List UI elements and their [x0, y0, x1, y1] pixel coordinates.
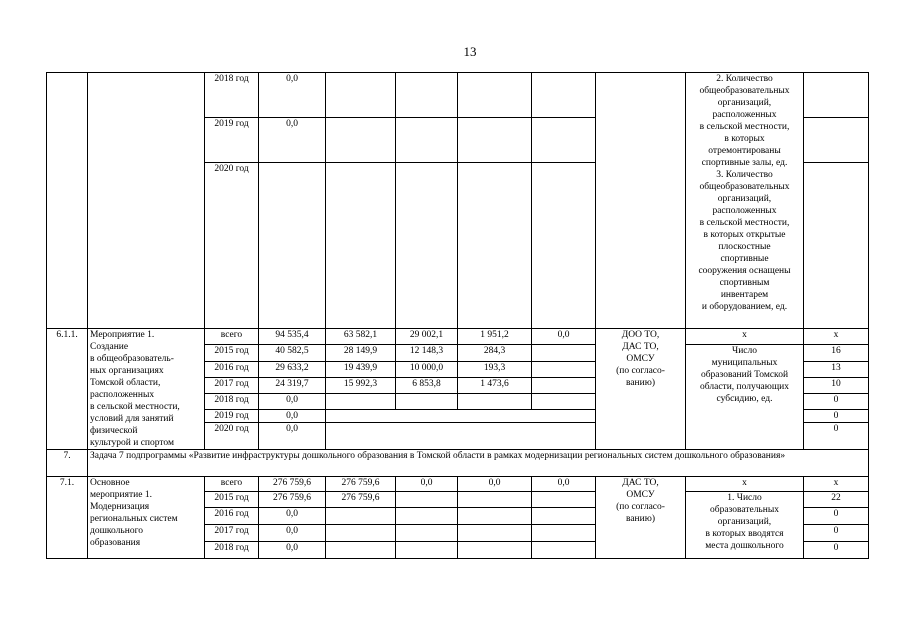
extra-cell: 0,0	[532, 477, 596, 492]
local-cell	[458, 394, 532, 410]
regional-cell	[396, 525, 458, 542]
total-cell: 24 319,7	[259, 378, 326, 394]
program-table	[46, 72, 869, 559]
indicator-value-cell	[804, 163, 869, 329]
indicator-cell: Число муниципальных образований Томской области, получающих субсидию, ед.	[686, 345, 804, 450]
number-cell: 7.	[47, 450, 88, 477]
year-cell: 2015 год	[205, 345, 259, 362]
number-cell	[47, 73, 88, 329]
indicator-value-cell: 0	[804, 508, 869, 525]
indicator-cell: 1. Число образовательных организаций, в которых вводятся места дошкольного	[686, 492, 804, 559]
local-cell	[458, 73, 532, 118]
extra-cell	[532, 525, 596, 542]
federal-cell	[326, 542, 396, 559]
indicator-value-cell: 0	[804, 394, 869, 410]
task-heading: Задача 7 подпрограммы «Развитие инфраструктуры дошкольного образования в Томской области в рамках модернизации региональных систем дошкольного образования»	[88, 450, 869, 477]
regional-cell	[396, 394, 458, 410]
extra-cell	[532, 378, 596, 394]
extra-cell	[532, 73, 596, 118]
regional-cell	[396, 73, 458, 118]
total-cell: 0,0	[259, 542, 326, 559]
year-cell: 2016 год	[205, 362, 259, 378]
year-cell: 2018 год	[205, 394, 259, 410]
year-cell: 2020 год	[205, 163, 259, 329]
federal-cell: 276 759,6	[326, 477, 396, 492]
indicator-value-cell: 10	[804, 378, 869, 394]
extra-cell	[532, 492, 596, 508]
local-cell	[458, 492, 532, 508]
measure-name-cell: Мероприятие 1. Создание в общеобразователь- ных организациях Томской области, расположенных в сельской местности, условий для занятий физической культурой и спортом	[88, 329, 205, 450]
total-cell: 0,0	[259, 118, 326, 163]
regional-cell: 0,0	[396, 477, 458, 492]
federal-cell	[326, 73, 396, 118]
total-cell: 29 633,2	[259, 362, 326, 378]
local-cell: 284,3	[458, 345, 532, 362]
federal-cell: 63 582,1	[326, 329, 396, 345]
year-cell: 2017 год	[205, 378, 259, 394]
local-cell: 0,0	[458, 477, 532, 492]
indicator-value-cell	[804, 73, 869, 118]
number-cell: 6.1.1.	[47, 329, 88, 450]
number-cell: 7.1.	[47, 477, 88, 559]
regional-cell	[396, 163, 458, 329]
table-row	[47, 73, 869, 118]
indicator-cell: х	[686, 477, 804, 492]
indicator-value-cell: х	[804, 477, 869, 492]
extra-cell	[532, 118, 596, 163]
table-row	[47, 329, 869, 345]
year-cell: 2019 год	[205, 410, 259, 423]
indicator-value-cell: 0	[804, 423, 869, 450]
total-cell: 0,0	[259, 423, 326, 450]
local-cell: 193,3	[458, 362, 532, 378]
indicator-value-cell: х	[804, 329, 869, 345]
extra-cell	[532, 362, 596, 378]
federal-cell	[326, 508, 396, 525]
federal-cell: 28 149,9	[326, 345, 396, 362]
total-cell: 0,0	[259, 73, 326, 118]
executor-cell	[596, 73, 686, 329]
extra-cell	[532, 394, 596, 410]
federal-cell	[326, 163, 396, 329]
total-cell: 0,0	[259, 508, 326, 525]
total-cell: 0,0	[259, 525, 326, 542]
extra-cell	[532, 163, 596, 329]
extra-cell: 0,0	[532, 329, 596, 345]
total-cell: 40 582,5	[259, 345, 326, 362]
extra-cell	[532, 508, 596, 525]
federal-cell	[326, 118, 396, 163]
federal-cell	[326, 394, 396, 410]
year-cell: 2018 год	[205, 542, 259, 559]
indicator-value-cell: 0	[804, 410, 869, 423]
local-cell	[458, 163, 532, 329]
table-row	[47, 477, 869, 492]
total-cell: 0,0	[259, 410, 326, 423]
regional-cell	[396, 492, 458, 508]
local-cell: 1 473,6	[458, 378, 532, 394]
local-cell	[458, 525, 532, 542]
extra-cell	[532, 345, 596, 362]
total-cell: 276 759,6	[259, 477, 326, 492]
regional-cell: 29 002,1	[396, 329, 458, 345]
federal-cell	[326, 525, 396, 542]
regional-cell: 12 148,3	[396, 345, 458, 362]
local-cell: 1 951,2	[458, 329, 532, 345]
executor-cell: ДОО ТО, ДАС ТО, ОМСУ (по согласо- ванию)	[596, 329, 686, 450]
executor-cell: ДАС ТО, ОМСУ (по согласо- ванию)	[596, 477, 686, 559]
year-cell: 2018 год	[205, 73, 259, 118]
year-cell: 2017 год	[205, 525, 259, 542]
local-cell	[458, 542, 532, 559]
year-cell: 2016 год	[205, 508, 259, 525]
local-cell	[458, 118, 532, 163]
year-cell: всего	[205, 329, 259, 345]
regional-cell	[396, 118, 458, 163]
regional-cell: 6 853,8	[396, 378, 458, 394]
total-cell: 94 535,4	[259, 329, 326, 345]
federal-cell: 276 759,6	[326, 492, 396, 508]
regional-cell: 10 000,0	[396, 362, 458, 378]
indicator-cell: 2. Количество общеобразовательных организаций, расположенных в сельской местности, в которых отремонтированы спортивные залы, ед. 3. Количество общеобразовательных организаций, расположенных в сельской местности, в которых открытые плоскостные спортивные сооружения оснащены спортивным инвентарем и оборудованием, ед.	[686, 73, 804, 329]
local-cell	[458, 508, 532, 525]
regional-cell	[396, 542, 458, 559]
indicator-value-cell	[804, 118, 869, 163]
indicator-value-cell: 0	[804, 542, 869, 559]
indicator-value-cell: 0	[804, 525, 869, 542]
total-cell	[259, 163, 326, 329]
table-row	[47, 450, 869, 477]
federal-cell: 19 439,9	[326, 362, 396, 378]
empty-cell	[326, 423, 596, 450]
year-cell: 2015 год	[205, 492, 259, 508]
regional-cell	[396, 508, 458, 525]
measure-name-cell: Основное мероприятие 1. Модернизация региональных систем дошкольного образования	[88, 477, 205, 559]
total-cell: 0,0	[259, 394, 326, 410]
page-number: 13	[463, 44, 477, 59]
measure-name-cell	[88, 73, 205, 329]
federal-cell: 15 992,3	[326, 378, 396, 394]
year-cell: 2020 год	[205, 423, 259, 450]
total-cell: 276 759,6	[259, 492, 326, 508]
year-cell: 2019 год	[205, 118, 259, 163]
empty-cell	[326, 410, 596, 423]
indicator-value-cell: 16	[804, 345, 869, 362]
indicator-value-cell: 13	[804, 362, 869, 378]
indicator-value-cell: 22	[804, 492, 869, 508]
year-cell: всего	[205, 477, 259, 492]
indicator-cell: х	[686, 329, 804, 345]
extra-cell	[532, 542, 596, 559]
